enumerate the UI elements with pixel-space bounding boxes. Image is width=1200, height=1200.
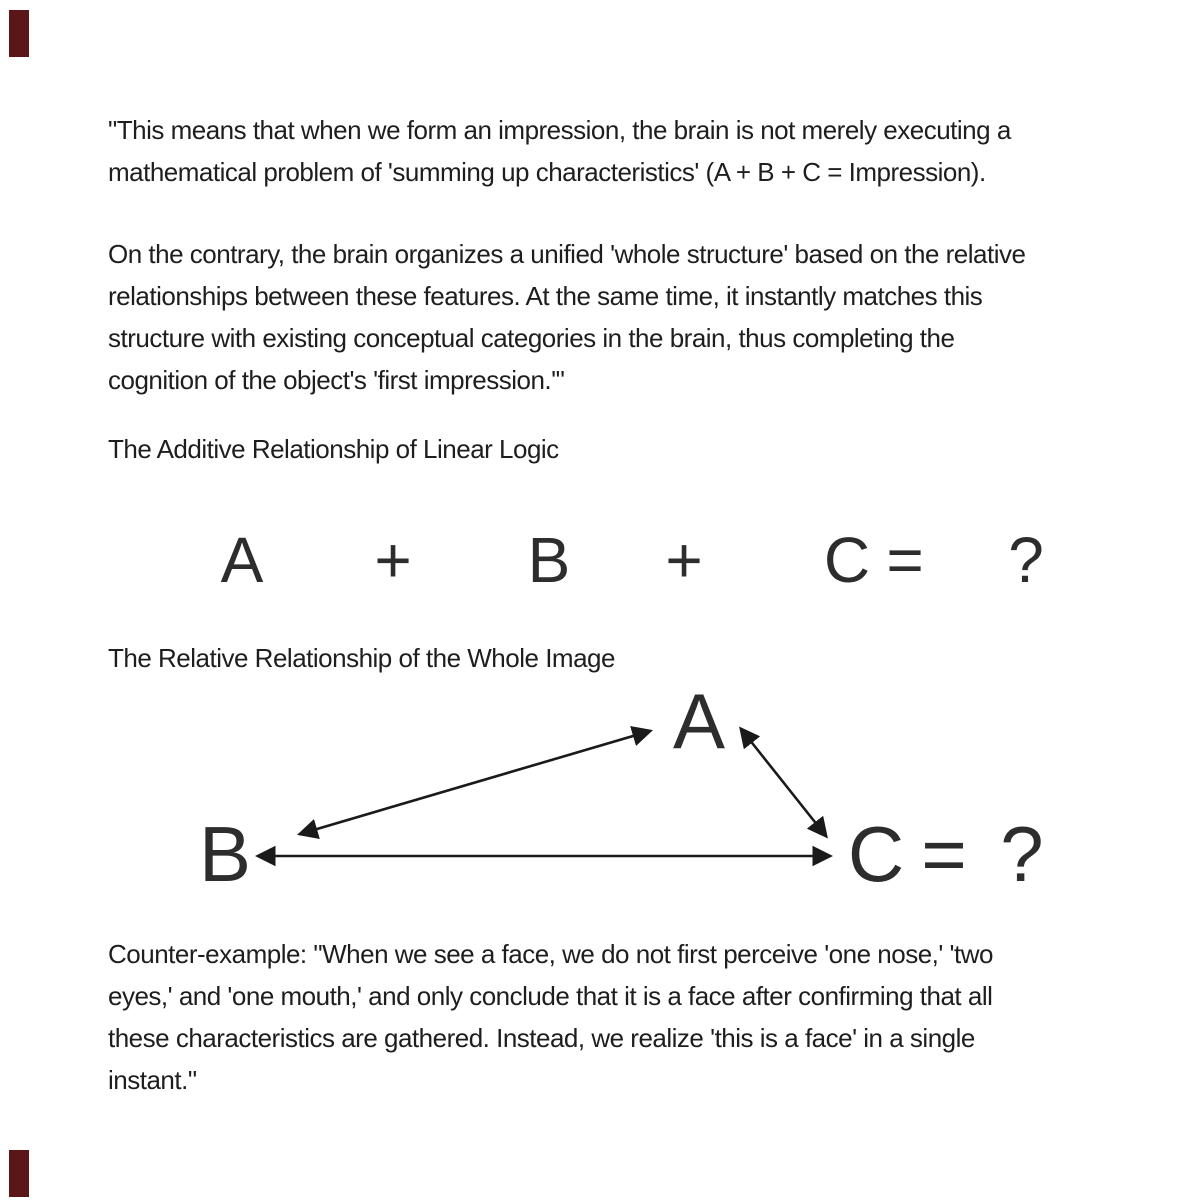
heading-linear-logic: The Additive Relationship of Linear Logic: [108, 434, 559, 464]
equation-token-plus-2: +: [665, 524, 703, 596]
quote-paragraph-2-line-3: structure with existing conceptual categories in the brain, thus completing the: [108, 323, 955, 353]
arrow-b-to-a: [300, 731, 650, 834]
quote-paragraph-2-line-2: relationships between these features. At the same time, it instantly matches this: [108, 281, 983, 311]
page-edge-marker-bottom: [9, 1150, 29, 1197]
equation-token-plus-1: +: [374, 524, 412, 596]
equation-token-equals: =: [886, 524, 924, 596]
diagram-node-c: C: [847, 810, 905, 898]
page-edge-marker-top: [9, 10, 29, 57]
counter-example-line-3: these characteristics are gathered. Instead, we realize 'this is a face' in a single: [108, 1023, 975, 1053]
quote-paragraph-1: [108, 109, 1011, 193]
diagram-node-a: A: [672, 677, 726, 765]
equation-token-question: ?: [1008, 524, 1044, 596]
equation-token-a: A: [220, 524, 264, 596]
arrow-a-to-c: [741, 729, 826, 836]
counter-example-line-2: eyes,' and 'one mouth,' and only conclude that it is a face after confirming that all: [108, 981, 993, 1011]
counter-example-line-1: Counter-example: "When we see a face, we do not first perceive 'one nose,' 'two: [108, 939, 993, 969]
diagram-equals-sign: =: [921, 810, 967, 898]
diagram-node-b: B: [198, 810, 252, 898]
quote-paragraph-2-line-4: cognition of the object's 'first impression.'": [108, 365, 565, 395]
quote-paragraph-2-line-1: On the contrary, the brain organizes a unified 'whole structure' based on the relative: [108, 239, 1026, 269]
equation-token-b: B: [527, 524, 571, 596]
counter-example-paragraph: [108, 933, 993, 1101]
equation-token-c: C: [823, 524, 871, 596]
quote-paragraph-2: [108, 233, 1025, 401]
quote-paragraph-1-line-2: mathematical problem of 'summing up characteristics' (A + B + C = Impression).: [108, 157, 986, 187]
heading-whole-image: The Relative Relationship of the Whole Image: [108, 643, 615, 673]
diagram-question-mark: ?: [1000, 810, 1044, 898]
quote-paragraph-1-line-1: "This means that when we form an impression, the brain is not merely executing a: [108, 115, 1011, 145]
counter-example-line-4: instant.": [108, 1065, 197, 1095]
